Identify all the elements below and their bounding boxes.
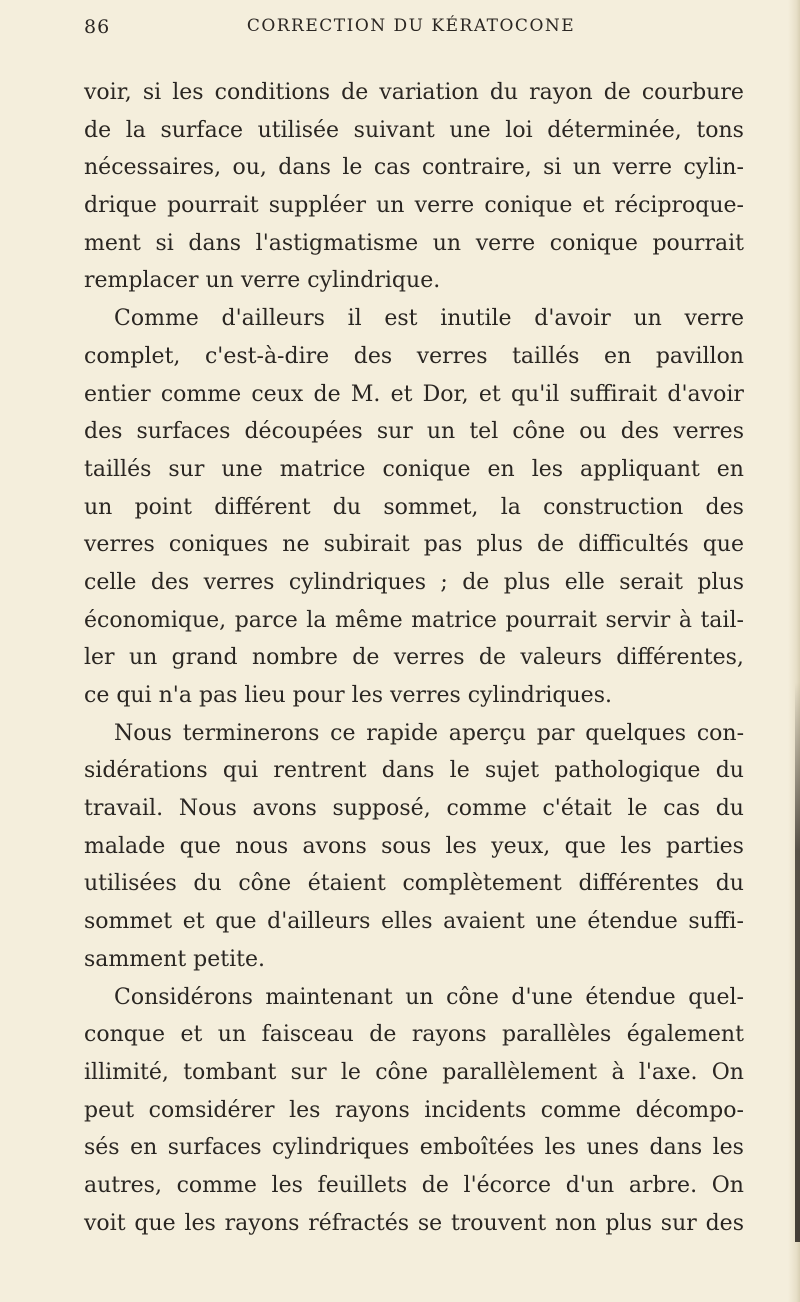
text-line: utilisées du cône étaient complètement différentes du	[84, 871, 744, 897]
text-line: ment si dans l'astigmatisme un verre conique pourrait	[84, 230, 744, 256]
text-line: des surfaces découpées sur un tel cône ou des verres	[84, 419, 744, 445]
text-line: Comme d'ailleurs il est inutile d'avoir un verre	[114, 306, 744, 332]
text-line: drique pourrait suppléer un verre conique et réciproque-	[84, 193, 744, 219]
text-line: illimité, tombant sur le cône parallèlement à l'axe. On	[84, 1059, 744, 1085]
running-head: CORRECTION DU KÉRATOCONE	[246, 16, 576, 36]
text-line: peut comsidérer les rayons incidents comme décompo-	[84, 1097, 744, 1123]
page-header	[82, 10, 740, 46]
text-line: voit que les rayons réfractés se trouvent non plus sur des	[84, 1210, 744, 1236]
binding-shadow	[795, 682, 800, 1242]
page-edge-shadow	[788, 0, 800, 1302]
text-line: autres, comme les feuillets de l'écorce d'un arbre. On	[84, 1172, 744, 1198]
text-line: un point différent du sommet, la construction des	[84, 494, 744, 520]
text-line: taillés sur une matrice conique en les appliquant en	[84, 456, 744, 482]
text-line: Nous terminerons ce rapide aperçu par quelques con-	[114, 720, 744, 746]
text-line: ler un grand nombre de verres de valeurs différentes,	[84, 645, 744, 671]
text-line: économique, parce la même matrice pourrait servir à tail-	[84, 607, 744, 633]
text-line: ce qui n'a pas lieu pour les verres cylindriques.	[84, 683, 612, 708]
page-number: 86	[84, 16, 111, 38]
text-line: sidérations qui rentrent dans le sujet pathologique du	[84, 758, 744, 784]
text-line: remplacer un verre cylindrique.	[84, 268, 441, 294]
text-line: Considérons maintenant un cône d'une étendue quel-	[114, 984, 744, 1010]
text-line: voir, si les conditions de variation du rayon de courbure	[84, 80, 744, 105]
text-line: complet, c'est-à-dire des verres taillés en pavillon	[84, 343, 744, 369]
text-line: nécessaires, ou, dans le cas contraire, si un verre cylin-	[84, 155, 744, 181]
text-line: conque et un faisceau de rayons parallèles également	[84, 1022, 744, 1048]
text-line: sés en surfaces cylindriques emboîtées les unes dans les	[84, 1135, 744, 1161]
text-line: sommet et que d'ailleurs elles avaient une étendue suffi-	[84, 909, 744, 935]
text-line: de la surface utilisée suivant une loi déterminée, tons	[84, 117, 744, 143]
text-line: celle des verres cylindriques ; de plus elle serait plus	[84, 569, 744, 595]
body-text	[84, 74, 744, 1242]
text-line: samment petite.	[84, 946, 265, 972]
text-line: malade que nous avons sous les yeux, que les parties	[84, 833, 744, 859]
text-line: verres coniques ne subirait pas plus de difficultés que	[84, 532, 744, 558]
text-line: entier comme ceux de M. et Dor, et qu'il suffirait d'avoir	[84, 381, 744, 407]
text-line: travail. Nous avons supposé, comme c'était le cas du	[84, 796, 744, 822]
